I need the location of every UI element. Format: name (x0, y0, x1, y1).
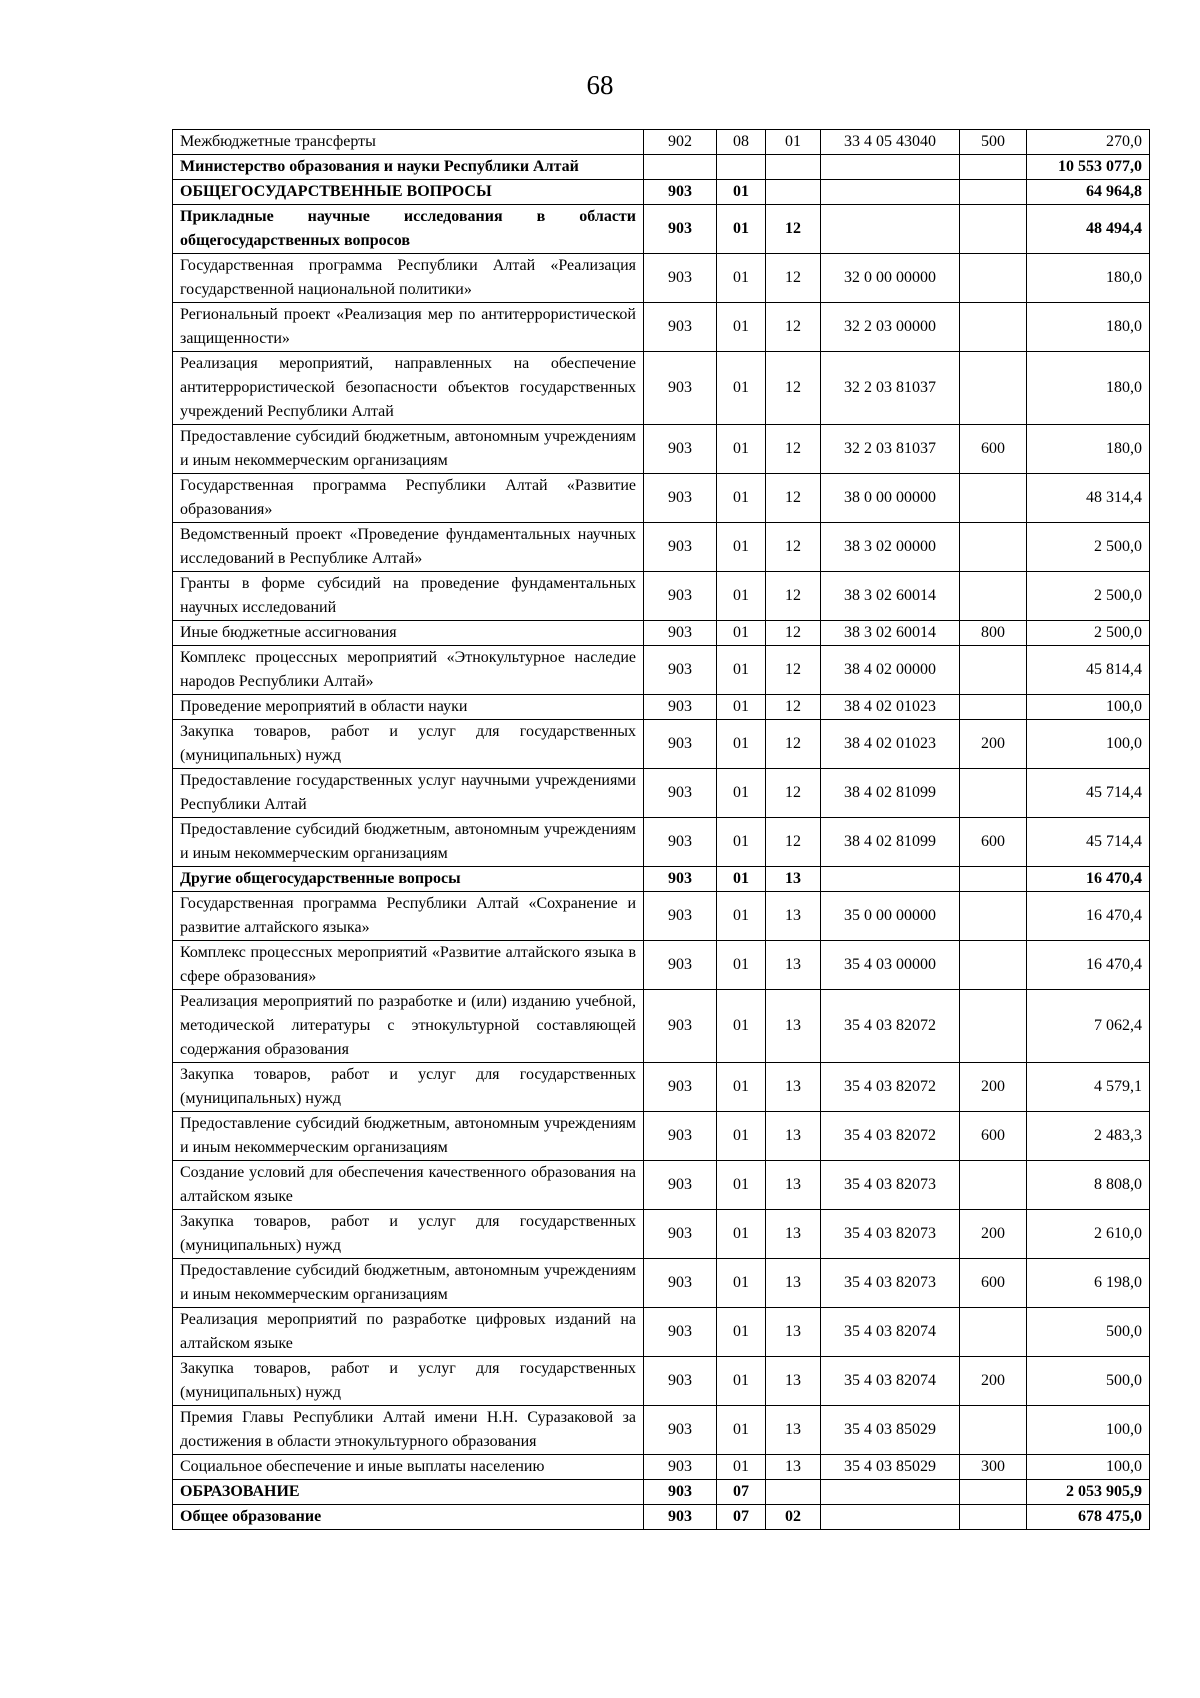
subsection-code-cell: 12 (766, 425, 821, 474)
section-code-cell: 01 (717, 523, 766, 572)
target-article-cell: 38 4 02 81099 (821, 769, 960, 818)
table-row (173, 572, 1150, 621)
expense-type-cell (960, 572, 1027, 621)
section-code-cell: 01 (717, 867, 766, 892)
subsection-code-cell: 13 (766, 990, 821, 1063)
expense-type-cell: 600 (960, 425, 1027, 474)
ved-code-cell: 903 (644, 1161, 717, 1210)
section-code-cell: 01 (717, 205, 766, 254)
expense-type-cell: 200 (960, 720, 1027, 769)
section-code-cell: 01 (717, 892, 766, 941)
ved-code-cell: 903 (644, 254, 717, 303)
section-code-cell: 01 (717, 818, 766, 867)
ved-code-cell: 903 (644, 1063, 717, 1112)
subsection-code-cell: 13 (766, 867, 821, 892)
table-row (173, 1063, 1150, 1112)
amount-cell: 45 714,4 (1027, 769, 1150, 818)
amount-cell: 180,0 (1027, 425, 1150, 474)
table-row (173, 523, 1150, 572)
ved-code-cell: 903 (644, 695, 717, 720)
section-code-cell (717, 155, 766, 180)
page-number: 68 (586, 70, 614, 100)
ved-code-cell: 903 (644, 892, 717, 941)
section-code-cell: 01 (717, 180, 766, 205)
target-article-cell (821, 867, 960, 892)
section-code-cell: 07 (717, 1505, 766, 1530)
row-name-cell: Предоставление субсидий бюджетным, автономным учреждениям и иным некоммерческим организациям (173, 1112, 644, 1161)
subsection-code-cell: 12 (766, 352, 821, 425)
row-name-cell: Региональный проект «Реализация мер по антитеррористической защищенности» (173, 303, 644, 352)
row-name-cell: Межбюджетные трансферты (173, 130, 644, 155)
table-row (173, 1308, 1150, 1357)
ved-code-cell: 903 (644, 1480, 717, 1505)
section-code-cell: 01 (717, 352, 766, 425)
section-code-cell: 01 (717, 769, 766, 818)
ved-code-cell: 903 (644, 1210, 717, 1259)
expense-type-cell: 800 (960, 621, 1027, 646)
amount-cell: 180,0 (1027, 352, 1150, 425)
subsection-code-cell: 13 (766, 1357, 821, 1406)
ved-code-cell: 903 (644, 646, 717, 695)
row-name-cell: Закупка товаров, работ и услуг для государственных (муниципальных) нужд (173, 720, 644, 769)
section-code-cell: 01 (717, 941, 766, 990)
amount-cell: 16 470,4 (1027, 867, 1150, 892)
expense-type-cell: 200 (960, 1063, 1027, 1112)
target-article-cell: 38 3 02 00000 (821, 523, 960, 572)
ved-code-cell: 903 (644, 523, 717, 572)
subsection-code-cell: 12 (766, 646, 821, 695)
section-code-cell: 01 (717, 621, 766, 646)
subsection-code-cell (766, 155, 821, 180)
expense-type-cell (960, 990, 1027, 1063)
expense-type-cell: 600 (960, 818, 1027, 867)
target-article-cell: 32 2 03 00000 (821, 303, 960, 352)
table-row (173, 621, 1150, 646)
row-name-cell: Премия Главы Республики Алтай имени Н.Н. Суразаковой за достижения в области этнокультурного образования (173, 1406, 644, 1455)
row-name-cell: Гранты в форме субсидий на проведение фундаментальных научных исследований (173, 572, 644, 621)
subsection-code-cell: 13 (766, 1161, 821, 1210)
amount-cell: 6 198,0 (1027, 1259, 1150, 1308)
target-article-cell: 35 4 03 85029 (821, 1455, 960, 1480)
expense-type-cell (960, 646, 1027, 695)
table-row (173, 769, 1150, 818)
target-article-cell (821, 1505, 960, 1530)
subsection-code-cell: 13 (766, 892, 821, 941)
subsection-code-cell: 13 (766, 1063, 821, 1112)
ved-code-cell: 903 (644, 1308, 717, 1357)
row-name-cell: Министерство образования и науки Республики Алтай (173, 155, 644, 180)
section-code-cell: 01 (717, 1112, 766, 1161)
section-code-cell: 01 (717, 1357, 766, 1406)
subsection-code-cell: 13 (766, 1210, 821, 1259)
table-row (173, 695, 1150, 720)
section-code-cell: 01 (717, 1406, 766, 1455)
row-name-cell: Государственная программа Республики Алтай «Реализация государственной национальной политики» (173, 254, 644, 303)
amount-cell: 2 500,0 (1027, 572, 1150, 621)
amount-cell: 678 475,0 (1027, 1505, 1150, 1530)
row-name-cell: ОБЩЕГОСУДАРСТВЕННЫЕ ВОПРОСЫ (173, 180, 644, 205)
target-article-cell (821, 1480, 960, 1505)
expense-type-cell (960, 205, 1027, 254)
expense-type-cell (960, 867, 1027, 892)
row-name-cell: Предоставление государственных услуг научными учреждениями Республики Алтай (173, 769, 644, 818)
subsection-code-cell: 12 (766, 720, 821, 769)
target-article-cell: 38 4 02 01023 (821, 720, 960, 769)
subsection-code-cell: 13 (766, 1455, 821, 1480)
target-article-cell: 35 4 03 82072 (821, 1112, 960, 1161)
table-row (173, 867, 1150, 892)
target-article-cell (821, 205, 960, 254)
table-row (173, 352, 1150, 425)
table-row (173, 720, 1150, 769)
amount-cell: 16 470,4 (1027, 892, 1150, 941)
ved-code-cell: 903 (644, 1112, 717, 1161)
table-row (173, 205, 1150, 254)
subsection-code-cell: 01 (766, 130, 821, 155)
ved-code-cell: 903 (644, 990, 717, 1063)
table-row (173, 425, 1150, 474)
amount-cell: 100,0 (1027, 1406, 1150, 1455)
amount-cell: 2 500,0 (1027, 523, 1150, 572)
ved-code-cell: 903 (644, 1455, 717, 1480)
table-row (173, 1161, 1150, 1210)
row-name-cell: Комплекс процессных мероприятий «Этнокультурное наследие народов Республики Алтай» (173, 646, 644, 695)
subsection-code-cell: 13 (766, 1259, 821, 1308)
ved-code-cell: 903 (644, 1505, 717, 1530)
ved-code-cell: 903 (644, 867, 717, 892)
ved-code-cell: 903 (644, 818, 717, 867)
expense-type-cell (960, 769, 1027, 818)
ved-code-cell: 903 (644, 769, 717, 818)
target-article-cell: 35 4 03 85029 (821, 1406, 960, 1455)
amount-cell: 4 579,1 (1027, 1063, 1150, 1112)
table-row (173, 1480, 1150, 1505)
ved-code-cell (644, 155, 717, 180)
amount-cell: 48 314,4 (1027, 474, 1150, 523)
target-article-cell (821, 155, 960, 180)
section-code-cell: 01 (717, 1063, 766, 1112)
ved-code-cell: 903 (644, 1357, 717, 1406)
target-article-cell: 35 4 03 82073 (821, 1210, 960, 1259)
section-code-cell: 01 (717, 646, 766, 695)
section-code-cell: 01 (717, 303, 766, 352)
subsection-code-cell (766, 1480, 821, 1505)
ved-code-cell: 903 (644, 572, 717, 621)
amount-cell: 10 553 077,0 (1027, 155, 1150, 180)
row-name-cell: Реализация мероприятий по разработке и (или) изданию учебной, методической литературы с этнокультурной составляющей содержания образования (173, 990, 644, 1063)
target-article-cell: 38 4 02 01023 (821, 695, 960, 720)
amount-cell: 2 483,3 (1027, 1112, 1150, 1161)
amount-cell: 48 494,4 (1027, 205, 1150, 254)
expense-type-cell (960, 254, 1027, 303)
expense-type-cell (960, 1161, 1027, 1210)
target-article-cell: 33 4 05 43040 (821, 130, 960, 155)
row-name-cell: Реализация мероприятий, направленных на обеспечение антитеррористической безопасности объектов государственных учреждений Республики Алтай (173, 352, 644, 425)
expense-type-cell (960, 352, 1027, 425)
table-row (173, 1210, 1150, 1259)
amount-cell: 2 610,0 (1027, 1210, 1150, 1259)
expense-type-cell: 600 (960, 1259, 1027, 1308)
subsection-code-cell: 12 (766, 474, 821, 523)
ved-code-cell: 903 (644, 425, 717, 474)
row-name-cell: Социальное обеспечение и иные выплаты населению (173, 1455, 644, 1480)
subsection-code-cell: 12 (766, 205, 821, 254)
expense-type-cell (960, 1308, 1027, 1357)
subsection-code-cell: 13 (766, 1112, 821, 1161)
subsection-code-cell: 12 (766, 695, 821, 720)
target-article-cell: 35 4 03 82074 (821, 1308, 960, 1357)
ved-code-cell: 903 (644, 352, 717, 425)
row-name-cell: Прикладные научные исследования в области общегосударственных вопросов (173, 205, 644, 254)
amount-cell: 180,0 (1027, 303, 1150, 352)
target-article-cell: 38 4 02 81099 (821, 818, 960, 867)
subsection-code-cell: 02 (766, 1505, 821, 1530)
subsection-code-cell: 12 (766, 523, 821, 572)
amount-cell: 2 500,0 (1027, 621, 1150, 646)
expense-type-cell (960, 1480, 1027, 1505)
target-article-cell: 35 4 03 82072 (821, 990, 960, 1063)
expense-type-cell: 600 (960, 1112, 1027, 1161)
subsection-code-cell: 12 (766, 303, 821, 352)
target-article-cell: 38 3 02 60014 (821, 621, 960, 646)
subsection-code-cell: 12 (766, 621, 821, 646)
table-row (173, 892, 1150, 941)
expense-type-cell: 500 (960, 130, 1027, 155)
target-article-cell: 32 0 00 00000 (821, 254, 960, 303)
target-article-cell: 35 4 03 82074 (821, 1357, 960, 1406)
amount-cell: 180,0 (1027, 254, 1150, 303)
subsection-code-cell: 13 (766, 941, 821, 990)
section-code-cell: 01 (717, 1455, 766, 1480)
target-article-cell (821, 180, 960, 205)
table-row (173, 130, 1150, 155)
section-code-cell: 01 (717, 572, 766, 621)
section-code-cell: 08 (717, 130, 766, 155)
row-name-cell: Общее образование (173, 1505, 644, 1530)
row-name-cell: Ведомственный проект «Проведение фундаментальных научных исследований в Республике Алтай» (173, 523, 644, 572)
amount-cell: 500,0 (1027, 1357, 1150, 1406)
row-name-cell: Проведение мероприятий в области науки (173, 695, 644, 720)
table-row (173, 1357, 1150, 1406)
ved-code-cell: 903 (644, 720, 717, 769)
expense-type-cell: 300 (960, 1455, 1027, 1480)
expense-type-cell (960, 303, 1027, 352)
subsection-code-cell (766, 180, 821, 205)
table-row (173, 180, 1150, 205)
section-code-cell: 01 (717, 990, 766, 1063)
expense-type-cell (960, 1406, 1027, 1455)
target-article-cell: 32 2 03 81037 (821, 425, 960, 474)
subsection-code-cell: 12 (766, 769, 821, 818)
section-code-cell: 01 (717, 474, 766, 523)
amount-cell: 8 808,0 (1027, 1161, 1150, 1210)
section-code-cell: 01 (717, 1308, 766, 1357)
subsection-code-cell: 12 (766, 572, 821, 621)
section-code-cell: 07 (717, 1480, 766, 1505)
table-row (173, 254, 1150, 303)
row-name-cell: Предоставление субсидий бюджетным, автономным учреждениям и иным некоммерческим организациям (173, 818, 644, 867)
ved-code-cell: 902 (644, 130, 717, 155)
row-name-cell: ОБРАЗОВАНИЕ (173, 1480, 644, 1505)
ved-code-cell: 903 (644, 180, 717, 205)
table-row (173, 1406, 1150, 1455)
row-name-cell: Предоставление субсидий бюджетным, автономным учреждениям и иным некоммерческим организациям (173, 425, 644, 474)
amount-cell: 100,0 (1027, 695, 1150, 720)
table-row (173, 303, 1150, 352)
subsection-code-cell: 12 (766, 254, 821, 303)
amount-cell: 16 470,4 (1027, 941, 1150, 990)
table-row (173, 990, 1150, 1063)
target-article-cell: 35 4 03 00000 (821, 941, 960, 990)
amount-cell: 64 964,8 (1027, 180, 1150, 205)
section-code-cell: 01 (717, 254, 766, 303)
amount-cell: 100,0 (1027, 1455, 1150, 1480)
row-name-cell: Реализация мероприятий по разработке цифровых изданий на алтайском языке (173, 1308, 644, 1357)
expense-type-cell (960, 180, 1027, 205)
amount-cell: 270,0 (1027, 130, 1150, 155)
ved-code-cell: 903 (644, 205, 717, 254)
expense-type-cell (960, 892, 1027, 941)
target-article-cell: 35 4 03 82073 (821, 1161, 960, 1210)
ved-code-cell: 903 (644, 1406, 717, 1455)
table-row (173, 1455, 1150, 1480)
amount-cell: 7 062,4 (1027, 990, 1150, 1063)
subsection-code-cell: 13 (766, 1308, 821, 1357)
table-row (173, 941, 1150, 990)
table-row (173, 818, 1150, 867)
row-name-cell: Комплекс процессных мероприятий «Развитие алтайского языка в сфере образования» (173, 941, 644, 990)
row-name-cell: Другие общегосударственные вопросы (173, 867, 644, 892)
ved-code-cell: 903 (644, 621, 717, 646)
ved-code-cell: 903 (644, 303, 717, 352)
expense-type-cell (960, 474, 1027, 523)
amount-cell: 45 714,4 (1027, 818, 1150, 867)
expense-type-cell (960, 155, 1027, 180)
table-row (173, 646, 1150, 695)
expense-type-cell: 200 (960, 1357, 1027, 1406)
expense-type-cell: 200 (960, 1210, 1027, 1259)
budget-table-body (173, 130, 1150, 1530)
section-code-cell: 01 (717, 1210, 766, 1259)
ved-code-cell: 903 (644, 941, 717, 990)
expense-type-cell (960, 523, 1027, 572)
row-name-cell: Закупка товаров, работ и услуг для государственных (муниципальных) нужд (173, 1063, 644, 1112)
row-name-cell: Государственная программа Республики Алтай «Развитие образования» (173, 474, 644, 523)
ved-code-cell: 903 (644, 474, 717, 523)
ved-code-cell: 903 (644, 1259, 717, 1308)
amount-cell: 2 053 905,9 (1027, 1480, 1150, 1505)
row-name-cell: Закупка товаров, работ и услуг для государственных (муниципальных) нужд (173, 1357, 644, 1406)
row-name-cell: Иные бюджетные ассигнования (173, 621, 644, 646)
table-row (173, 1505, 1150, 1530)
target-article-cell: 35 4 03 82072 (821, 1063, 960, 1112)
amount-cell: 45 814,4 (1027, 646, 1150, 695)
expense-type-cell (960, 1505, 1027, 1530)
section-code-cell: 01 (717, 720, 766, 769)
target-article-cell: 35 4 03 82073 (821, 1259, 960, 1308)
expense-type-cell (960, 941, 1027, 990)
row-name-cell: Закупка товаров, работ и услуг для государственных (муниципальных) нужд (173, 1210, 644, 1259)
target-article-cell: 38 4 02 00000 (821, 646, 960, 695)
target-article-cell: 38 3 02 60014 (821, 572, 960, 621)
row-name-cell: Создание условий для обеспечения качественного образования на алтайском языке (173, 1161, 644, 1210)
section-code-cell: 01 (717, 1161, 766, 1210)
subsection-code-cell: 13 (766, 1406, 821, 1455)
target-article-cell: 38 0 00 00000 (821, 474, 960, 523)
target-article-cell: 32 2 03 81037 (821, 352, 960, 425)
table-row (173, 155, 1150, 180)
budget-table (172, 129, 1150, 1530)
expense-type-cell (960, 695, 1027, 720)
row-name-cell: Государственная программа Республики Алтай «Сохранение и развитие алтайского языка» (173, 892, 644, 941)
section-code-cell: 01 (717, 695, 766, 720)
row-name-cell: Предоставление субсидий бюджетным, автономным учреждениям и иным некоммерческим организациям (173, 1259, 644, 1308)
table-row (173, 1112, 1150, 1161)
amount-cell: 100,0 (1027, 720, 1150, 769)
target-article-cell: 35 0 00 00000 (821, 892, 960, 941)
table-row (173, 474, 1150, 523)
section-code-cell: 01 (717, 1259, 766, 1308)
amount-cell: 500,0 (1027, 1308, 1150, 1357)
table-row (173, 1259, 1150, 1308)
subsection-code-cell: 12 (766, 818, 821, 867)
section-code-cell: 01 (717, 425, 766, 474)
